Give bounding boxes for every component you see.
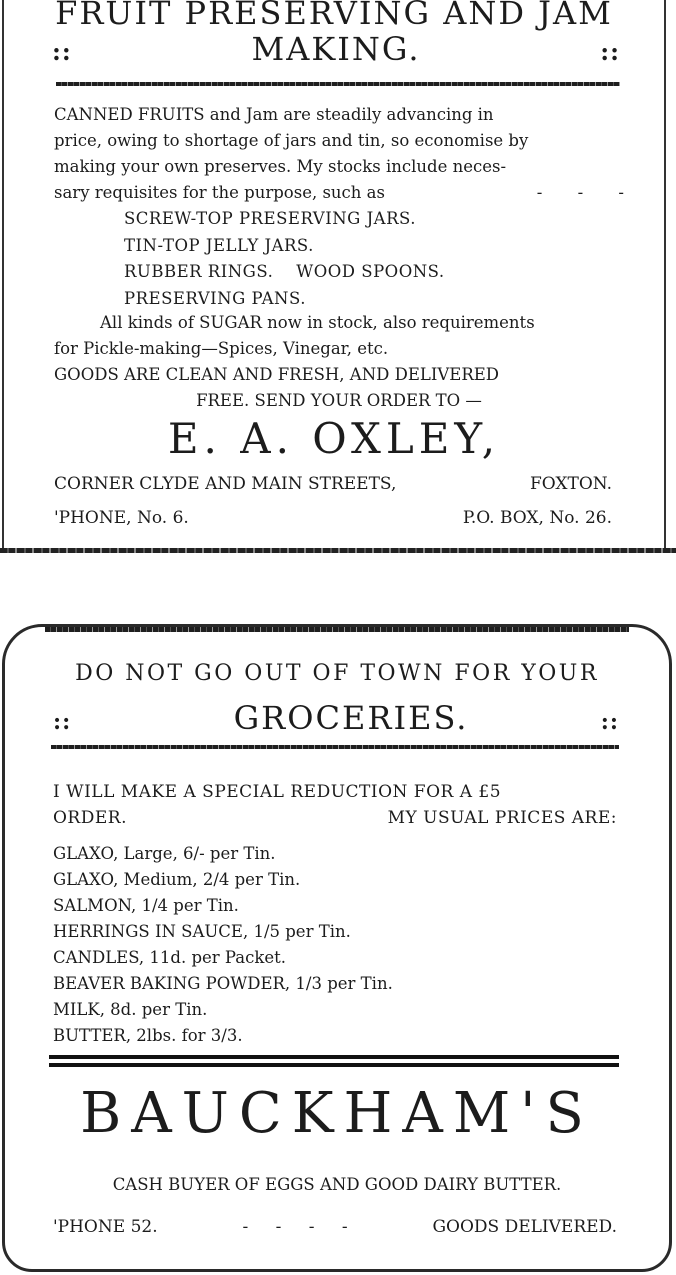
ad2-headline-line1: DO NOT GO OUT OF TOWN FOR YOUR [75, 661, 599, 686]
ad2-top-rule [51, 745, 619, 749]
ad2-top-band [45, 627, 629, 632]
ad1-body-line-2: price, owing to shortage of jars and tin, so economise by [54, 131, 529, 150]
oxley-advertisement [2, 0, 666, 552]
ornament-left: :: [53, 709, 72, 735]
ad1-item-list [124, 206, 445, 312]
ad1-po-box: P.O. BOX, No. 26. [462, 508, 612, 528]
ad1-item-2: TIN-TOP JELLY JARS. [124, 235, 314, 255]
ad2-offer-line-1: I WILL MAKE A SPECIAL REDUCTION FOR A £5 [53, 782, 502, 802]
price-item-7: MILK, 8d. per Tin. [53, 1000, 208, 1019]
ad1-address-row [54, 474, 612, 494]
ad1-sugar-line-2: for Pickle-making—Spices, Vinegar, etc. [54, 339, 389, 358]
price-item-5: CANDLES, 11d. per Packet. [53, 948, 286, 967]
ad1-bottom-border [0, 548, 676, 553]
ornament-left: :: [52, 37, 72, 66]
ad1-top-rule [56, 82, 620, 86]
price-item-6: BEAVER BAKING POWDER, 1/3 per Tin. [53, 974, 393, 993]
ad2-offer-line-2-row [53, 805, 617, 831]
ad1-sugar-text [54, 310, 624, 414]
ornament-right: :: [600, 709, 619, 735]
price-item-3: SALMON, 1/4 per Tin. [53, 896, 239, 915]
ad2-tagline: CASH BUYER OF EGGS AND GOOD DAIRY BUTTER. [112, 1175, 562, 1194]
ad2-headline-line2: GROCERIES. [233, 699, 469, 737]
price-item-4: HERRINGS IN SAUCE, 1/5 per Tin. [53, 922, 351, 941]
ad2-headline-line2-row [53, 699, 619, 737]
ornament-right: :: [600, 37, 620, 66]
ad1-merchant-name: E. A. OXLEY, [167, 414, 501, 463]
ad2-leader: - - - - [242, 1217, 348, 1237]
ad1-body-line-3: making your own preserves. My stocks include neces- [54, 157, 507, 176]
bauckham-advertisement [2, 624, 672, 1272]
ad1-headline-line2-row [52, 30, 620, 68]
ad1-body [54, 102, 624, 206]
ad2-offer [53, 779, 617, 831]
ad1-headline-line2: MAKING. [251, 30, 421, 68]
price-item-2: GLAXO, Medium, 2/4 per Tin. [53, 870, 301, 889]
ad1-town: FOXTON. [529, 474, 612, 494]
ad1-goods-line-1: GOODS ARE CLEAN AND FRESH, AND DELIVERED [54, 365, 500, 384]
ad1-phone: 'PHONE, No. 6. [54, 508, 189, 528]
ad2-merchant-name: BAUCKHAM'S [80, 1081, 594, 1146]
ad2-offer-order: ORDER. [53, 808, 127, 828]
ad1-headline-line1: FRUIT PRESERVING AND JAM [55, 0, 613, 32]
price-item-8: BUTTER, 2lbs. for 3/3. [53, 1026, 243, 1045]
ad2-delivery: GOODS DELIVERED. [432, 1217, 617, 1237]
price-item-1: GLAXO, Large, 6/- per Tin. [53, 844, 276, 863]
ad2-price-list [53, 841, 393, 1049]
ad2-double-rule [49, 1055, 619, 1067]
ad1-item-1: SCREW-TOP PRESERVING JARS. [124, 209, 416, 228]
ad1-item-3: RUBBER RINGS. WOOD SPOONS. [124, 262, 445, 281]
ad1-leader: - - - [536, 183, 624, 202]
ad1-body-line-1: CANNED FRUITS and Jam are steadily advancing in [54, 105, 494, 124]
ad1-body-line-4: sary requisites for the purpose, such as [54, 183, 385, 202]
ad1-goods-line-2: FREE. SEND YOUR ORDER TO — [196, 391, 482, 410]
ad1-address: CORNER CLYDE AND MAIN STREETS, [54, 474, 397, 494]
ad2-offer-usual-prices: MY USUAL PRICES ARE: [387, 808, 617, 828]
ad1-item-4: PRESERVING PANS. [124, 288, 306, 308]
ad1-sugar-line-1: All kinds of SUGAR now in stock, also requirements [100, 313, 535, 332]
ad2-phone: 'PHONE 52. [53, 1217, 158, 1237]
ad1-body-line-4-row [54, 180, 624, 206]
ad1-contact-row [54, 508, 612, 528]
ad2-contact-row [53, 1217, 617, 1237]
